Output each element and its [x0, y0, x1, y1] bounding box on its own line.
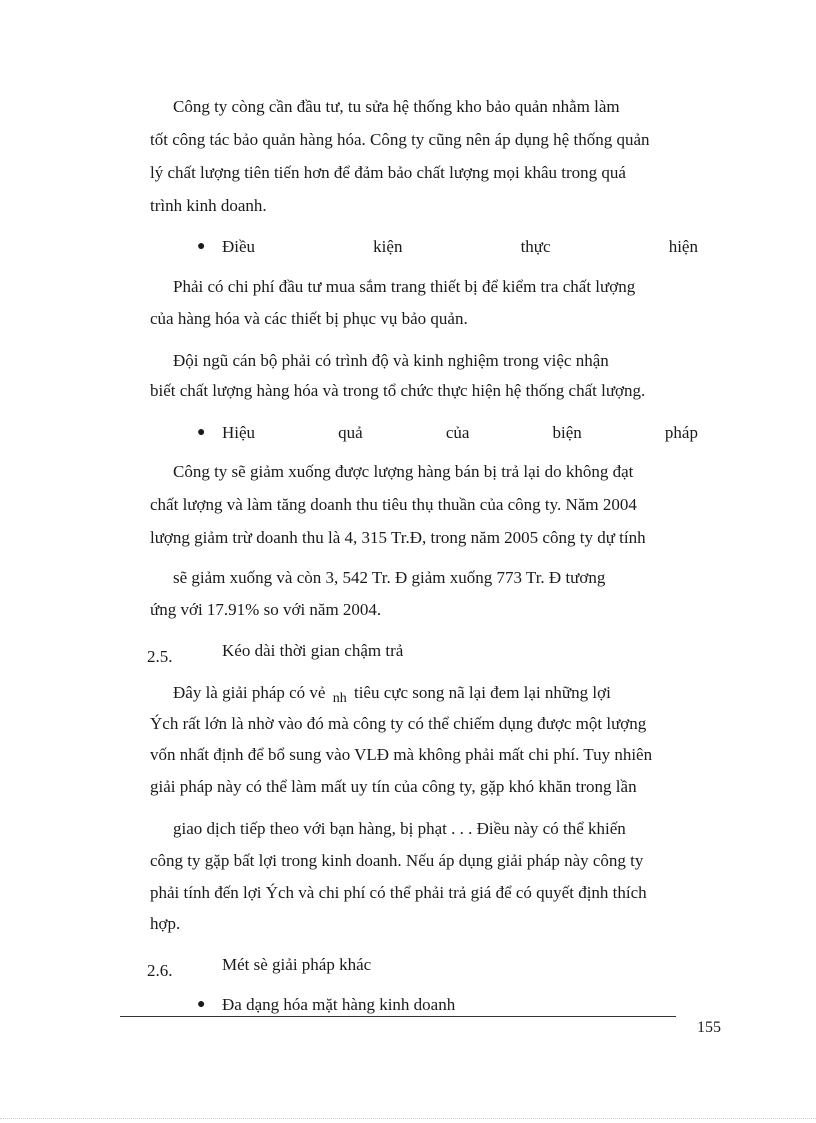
heading-conditions-word: thực: [520, 237, 551, 256]
heading-effect-word: Hiệu: [222, 423, 256, 442]
text-run-lowered: nh: [332, 691, 347, 706]
paragraph-2-line-2: của hàng hóa và các thiết bị phục vụ bảo quản.: [150, 309, 468, 328]
footer-rule: [120, 1016, 676, 1017]
bullet-item: Đa dạng hóa mặt hàng kinh doanh: [222, 995, 456, 1014]
page-edge-divider: [0, 1118, 816, 1119]
paragraph-5-line-8: hợp.: [150, 914, 181, 933]
paragraph-5-line-6: công ty gặp bất lợi trong kinh doanh. Nếu áp dụng giải pháp này công ty: [150, 851, 644, 870]
paragraph-1-line-3: lý chất lượng tiên tiến hơn để đảm bảo chất lượng mọi khâu trong quá: [150, 163, 626, 182]
paragraph-3-line-1: Đội ngũ cán bộ phải có trình độ và kinh nghiệm trong việc nhận: [173, 351, 609, 370]
bullet-icon: ●: [197, 997, 206, 1012]
bullet-icon: ●: [197, 425, 206, 440]
heading-conditions: [222, 237, 698, 257]
paragraph-4-line-5: ứng với 17.91% so với năm 2004.: [150, 600, 382, 619]
heading-effect-word: pháp: [664, 423, 698, 442]
paragraph-4-line-2: chất lượng và làm tăng doanh thu tiêu thụ thuần của công ty. Năm 2004: [150, 495, 637, 514]
bullet-icon: ●: [197, 239, 206, 254]
section-title: Kéo dài thời gian chậm trả: [222, 641, 404, 660]
heading-conditions-word: Điều: [222, 237, 256, 256]
heading-conditions-word: hiện: [668, 237, 698, 256]
heading-effect-word: quả: [338, 423, 363, 442]
heading-effect: [222, 423, 698, 443]
section-number: 2.5.: [147, 647, 173, 666]
text-run: Đây là giải pháp có vẻ: [173, 683, 326, 702]
paragraph-5-line-1: [173, 683, 611, 705]
text-run: tiêu cực song nã lại đem lại những lợi: [353, 683, 611, 702]
heading-conditions-word: kiện: [373, 237, 403, 256]
paragraph-5-line-3: vốn nhất định để bổ sung vào VLĐ mà không phải mất chi phí. Tuy nhiên: [150, 745, 653, 764]
heading-effect-word: của: [445, 423, 470, 442]
paragraph-5-line-2: Ých rất lớn là nhờ vào đó mà công ty có thể chiếm dụng được một lượng: [150, 714, 647, 733]
paragraph-2-line-1: Phải có chi phí đầu tư mua sắm trang thiết bị để kiểm tra chất lượng: [173, 277, 636, 296]
paragraph-4-line-1: Công ty sẽ giảm xuống được lượng hàng bán bị trả lại do không đạt: [173, 462, 634, 481]
section-title: Mét sè giải pháp khác: [222, 955, 372, 974]
heading-effect-word: biện: [552, 423, 582, 442]
paragraph-5-line-5: giao dịch tiếp theo với bạn hàng, bị phạt . . . Điều này có thể khiến: [173, 819, 626, 838]
paragraph-1-line-2: tốt công tác bảo quản hàng hóa. Công ty cũng nên áp dụng hệ thống quản: [150, 130, 650, 149]
page-number: 155: [697, 1019, 721, 1036]
paragraph-4-line-4: sẽ giảm xuống và còn 3, 542 Tr. Đ giảm xuống 773 Tr. Đ tương: [173, 568, 606, 587]
paragraph-5-line-4: giải pháp này có thể làm mất uy tín của công ty, gặp khó khăn trong lần: [150, 777, 637, 796]
section-number: 2.6.: [147, 961, 173, 980]
paragraph-1-line-4: trình kinh doanh.: [150, 196, 267, 215]
paragraph-1-line-1: Công ty còng cần đầu tư, tu sửa hệ thống kho bảo quản nhằm làm: [173, 97, 620, 116]
paragraph-3-line-2: biết chất lượng hàng hóa và trong tổ chức thực hiện hệ thống chất lượng.: [150, 381, 646, 400]
paragraph-4-line-3: lượng giảm trừ doanh thu là 4, 315 Tr.Đ, trong năm 2005 công ty dự tính: [150, 528, 646, 547]
paragraph-5-line-7: phải tính đến lợi Ých và chi phí có thể phải trả giá để có quyết định thích: [150, 883, 647, 902]
